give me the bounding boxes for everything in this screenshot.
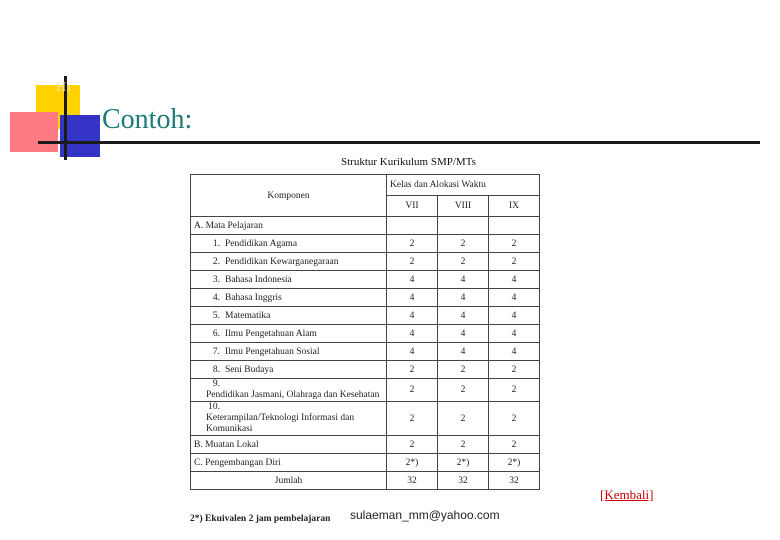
subject-row-label-cell <box>191 379 387 402</box>
subject-row-value-2: 4 <box>489 307 540 325</box>
subject-name: Bahasa Indonesia <box>225 274 292 285</box>
subject-number: 3. <box>212 274 220 285</box>
subject-number: 10. <box>208 402 220 412</box>
header-component: Komponen <box>191 175 387 217</box>
subject-label <box>194 257 339 267</box>
subject-row-label-cell <box>191 235 387 253</box>
subject-row-value-0: 2 <box>387 379 438 402</box>
subject-label <box>194 402 383 435</box>
subject-label <box>194 311 270 321</box>
subject-name: Seni Budaya <box>225 364 274 375</box>
subject-name: Pendidikan Jasmani, Olahraga dan Kesehatan <box>206 390 380 400</box>
subject-row <box>191 253 540 271</box>
total-row-value-0: 32 <box>387 472 438 490</box>
empty-cell <box>438 217 489 235</box>
subject-label <box>194 329 317 339</box>
subject-row-label-cell <box>191 325 387 343</box>
subject-row-value-1: 4 <box>438 343 489 361</box>
subject-row-value-2: 4 <box>489 343 540 361</box>
slide-title: Contoh: <box>102 104 193 135</box>
subject-label <box>194 379 383 401</box>
subject-number: 8. <box>212 364 220 375</box>
subject-name: Ilmu Pengetahuan Alam <box>225 328 317 339</box>
subject-row-value-2: 4 <box>489 271 540 289</box>
subject-number: 6. <box>212 328 220 339</box>
subject-row-value-0: 2 <box>387 402 438 436</box>
subject-row-value-2: 4 <box>489 289 540 307</box>
subject-row <box>191 325 540 343</box>
subject-row <box>191 289 540 307</box>
subject-row-value-0: 2 <box>387 253 438 271</box>
subject-number: 5. <box>212 310 220 321</box>
subject-row-value-2: 2 <box>489 235 540 253</box>
subject-row-value-2: 4 <box>489 325 540 343</box>
subject-row-value-2: 2 <box>489 361 540 379</box>
subject-row-label-cell <box>191 253 387 271</box>
subject-label <box>194 275 292 285</box>
subject-row-value-1: 4 <box>438 325 489 343</box>
header-class-viii: VIII <box>438 196 489 217</box>
subject-row-value-1: 2 <box>438 253 489 271</box>
subject-row <box>191 361 540 379</box>
subject-number: 4. <box>212 292 220 303</box>
subject-row-value-1: 4 <box>438 289 489 307</box>
subject-name: Bahasa Inggris <box>225 292 282 303</box>
section-a-row <box>191 217 540 235</box>
subject-row-label-cell <box>191 289 387 307</box>
back-link[interactable]: [Kembali] <box>600 487 654 502</box>
faint-background-text: Hi <box>56 80 72 95</box>
subject-label <box>194 239 297 249</box>
subject-row-value-0: 2 <box>387 361 438 379</box>
subject-row-value-1: 4 <box>438 307 489 325</box>
subject-row-value-2: 2 <box>489 379 540 402</box>
section-b-row-value-1: 2 <box>438 436 489 454</box>
subject-label <box>194 347 319 357</box>
header-group: Kelas dan Alokasi Waktu <box>387 175 540 196</box>
section-c-row-value-0: 2*) <box>387 454 438 472</box>
title-underline-rule <box>38 141 760 144</box>
section-a-label: A. Mata Pelajaran <box>191 217 387 235</box>
subject-row-value-1: 4 <box>438 271 489 289</box>
total-row <box>191 472 540 490</box>
slide-decoration <box>0 0 120 170</box>
subject-row <box>191 379 540 402</box>
section-c-row-value-1: 2*) <box>438 454 489 472</box>
subject-row-value-0: 4 <box>387 307 438 325</box>
subject-name: Matematika <box>225 310 271 321</box>
subject-number: 9. <box>212 379 220 389</box>
subject-number: 1. <box>212 238 220 249</box>
subject-label <box>194 293 282 303</box>
table-footnote: 2*) Ekuivalen 2 jam pembelajaran <box>190 514 331 524</box>
subject-number: 2. <box>212 256 220 267</box>
curriculum-table <box>190 174 540 490</box>
subject-row-value-0: 4 <box>387 289 438 307</box>
section-b-row-value-0: 2 <box>387 436 438 454</box>
header-class-vii: VII <box>387 196 438 217</box>
section-b-row <box>191 436 540 454</box>
section-c-row-value-2: 2*) <box>489 454 540 472</box>
subject-row-value-1: 2 <box>438 402 489 436</box>
subject-row-label-cell <box>191 271 387 289</box>
subject-row-value-0: 2 <box>387 235 438 253</box>
subject-row-label-cell <box>191 307 387 325</box>
subject-row <box>191 235 540 253</box>
subject-row <box>191 402 540 436</box>
section-b-row-value-2: 2 <box>489 436 540 454</box>
subject-name: Pendidikan Kewarganegaraan <box>225 256 339 267</box>
subject-row-value-0: 4 <box>387 271 438 289</box>
subject-row-value-0: 4 <box>387 343 438 361</box>
total-row-value-2: 32 <box>489 472 540 490</box>
subject-row-label-cell <box>191 402 387 436</box>
section-b-row-label-cell: B. Muatan Lokal <box>191 436 387 454</box>
subject-number: 7. <box>212 346 220 357</box>
red-square-decoration <box>10 112 58 152</box>
total-row-label-cell: Jumlah <box>191 472 387 490</box>
author-email: sulaeman_mm@yahoo.com <box>350 508 500 522</box>
subject-row-value-2: 2 <box>489 253 540 271</box>
subject-name: Pendidikan Agama <box>225 238 298 249</box>
subject-label <box>194 365 273 375</box>
total-row-value-1: 32 <box>438 472 489 490</box>
subject-row-value-1: 2 <box>438 361 489 379</box>
empty-cell <box>387 217 438 235</box>
subject-row <box>191 271 540 289</box>
subject-row-value-2: 2 <box>489 402 540 436</box>
subject-row <box>191 307 540 325</box>
section-c-row-label-cell: C. Pengembangan Diri <box>191 454 387 472</box>
header-class-ix: IX <box>489 196 540 217</box>
subject-row-value-0: 4 <box>387 325 438 343</box>
header-row-top <box>191 175 540 196</box>
empty-cell <box>489 217 540 235</box>
subject-row-label-cell <box>191 343 387 361</box>
subject-row-value-1: 2 <box>438 379 489 402</box>
subject-name: Ilmu Pengetahuan Sosial <box>225 346 320 357</box>
table-caption: Struktur Kurikulum SMP/MTs <box>341 156 476 168</box>
subject-name: Keterampilan/Teknologi Informasi dan Komunikasi <box>206 413 355 434</box>
subject-row-label-cell <box>191 361 387 379</box>
subject-row <box>191 343 540 361</box>
subject-row-value-1: 2 <box>438 235 489 253</box>
section-c-row <box>191 454 540 472</box>
